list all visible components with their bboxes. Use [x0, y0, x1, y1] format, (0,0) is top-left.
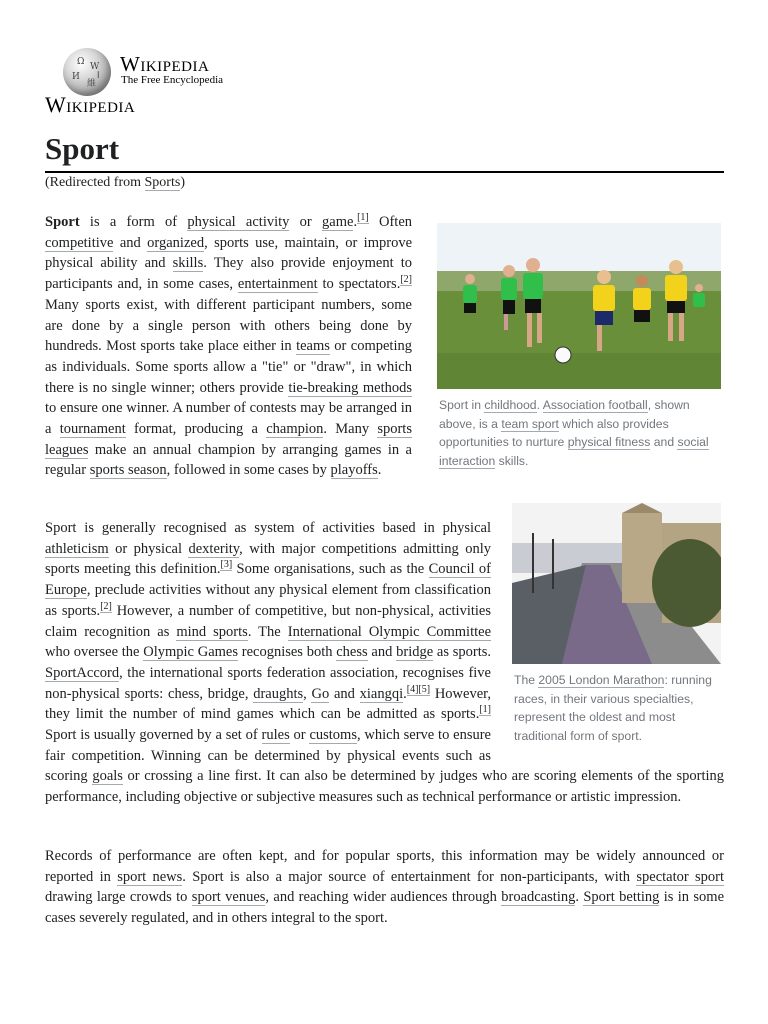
wiki-link[interactable]: team sport: [501, 416, 559, 431]
wiki-link[interactable]: Association football: [542, 398, 648, 412]
figure-london-marathon: [512, 503, 721, 745]
wiki-link[interactable]: physical fitness: [567, 435, 651, 449]
citation-link[interactable]: [4]: [406, 683, 419, 695]
wikipedia-wordmark-secondary[interactable]: Wikipedia: [45, 92, 136, 117]
youth-football-image[interactable]: [437, 223, 721, 389]
wiki-link[interactable]: Olympic Games: [143, 644, 238, 661]
wiki-link[interactable]: social interaction: [439, 435, 709, 468]
wikipedia-tagline: The Free Encyclopedia: [121, 74, 224, 86]
player: [463, 274, 477, 313]
wikipedia-wordmark[interactable]: Wikipedia: [120, 52, 210, 76]
redirect-prefix: (Redirected from: [45, 175, 145, 190]
globe-glyph: И: [72, 72, 80, 82]
wiki-link[interactable]: organized: [147, 234, 205, 251]
citation: [357, 212, 369, 224]
page-title: Sport: [45, 131, 724, 173]
citation: [418, 684, 430, 696]
wiki-link[interactable]: rules: [261, 727, 290, 744]
globe-glyph: ا: [97, 71, 100, 81]
wiki-link[interactable]: goals: [92, 768, 123, 785]
globe-glyph: 維: [87, 79, 97, 89]
globe-glyph: W: [90, 62, 100, 72]
globe-glyph: Ω: [77, 57, 85, 67]
wiki-link[interactable]: champion: [266, 421, 324, 438]
citation-link[interactable]: [1]: [479, 704, 491, 716]
wiki-link[interactable]: sport venues: [191, 889, 266, 906]
wiki-link[interactable]: game: [322, 214, 354, 230]
wiki-link[interactable]: 2005 London Marathon: [538, 673, 665, 687]
figure-caption: Sport in childhood. Association football, shown above, is a team sport which also provides opportunities to nurture physical fitness and social interaction skills.: [439, 398, 709, 468]
wiki-link[interactable]: mind sports: [176, 623, 248, 640]
citation: [400, 274, 412, 286]
wiki-link[interactable]: competitive: [45, 234, 114, 251]
wiki-link[interactable]: teams: [296, 338, 330, 355]
citation-link[interactable]: [2]: [400, 274, 412, 286]
citation-link[interactable]: [1]: [357, 212, 369, 223]
wiki-link[interactable]: SportAccord: [45, 664, 120, 681]
citation: [479, 704, 491, 716]
redirect-notice: [45, 174, 185, 192]
wiki-link[interactable]: physical activity: [187, 214, 290, 230]
wiki-link[interactable]: xiangqi: [359, 685, 404, 702]
wiki-link[interactable]: sports leagues: [45, 421, 412, 458]
wikipedia-globe-icon[interactable]: [63, 48, 111, 96]
wiki-link[interactable]: entertainment: [237, 276, 318, 293]
lead-paragraph: Sport is a form of physical activity or game.[1] Often competitive and organized, sports use, maintain, or improve physical ability and skills. They also provide enjoyment to participants and, in some cases, entertainment to spectators.[2] Many sports exist, with different participant numbers, some are done by a single person with others being done by hundreds. Most sports take place either in teams or competing as individuals. Some sports allow a "tie" or "draw", in which there is no single winner; others provide tie-breaking methods to ensure one winner. A number of contests may be arranged in a tournament format, producing a champion. Many sports leagues make an annual champion by arranging games in a regular sports season, followed in some cases by playoffs.: [45, 212, 413, 479]
citation-link[interactable]: [5]: [418, 683, 431, 695]
wiki-link[interactable]: bridge: [396, 644, 434, 661]
citation-link[interactable]: [3]: [220, 559, 233, 571]
figure-caption: The 2005 London Marathon: running races, in their various specialties, represent the oldest and most traditional form of sport.: [514, 673, 712, 743]
wiki-link[interactable]: draughts: [253, 685, 304, 702]
wiki-link[interactable]: sport news: [117, 868, 183, 885]
citation: [100, 601, 112, 613]
wiki-link[interactable]: childhood: [484, 398, 537, 412]
wiki-link[interactable]: Council of Europe: [45, 561, 491, 599]
wiki-link[interactable]: dexterity: [188, 540, 240, 557]
paragraph-text: Sport is generally recognised as system of activities based in physical athleticism or physical dexterity, with major competitions admitting only sports meeting this definition.[3] Some organisations, such as the Council of Europe, preclude activities without any physical element from classification as sports.[2] However, a number of competitive, but non-physical, activities claim recognition as mind sports. The International Olympic Committee who oversee the Olympic Games recognises both chess and bridge as sports. SportAccord, the international sports federation association, recognises five non-physical sports: chess, bridge, draughts, Go and xiangqi.[4][5] However, they limit the number of mind games which can be admitted as sports.[1] Sport is usually governed by a set of rules or customs, which serve to ensure fair competition. Winning can be determined by physical events such as scoring goals or crossing a line first. It can also be determined by judges who are scoring elements of the sporting performance, including objective or subjective measures such as technical performance or artistic impression.: [45, 520, 725, 806]
wiki-link[interactable]: tournament: [59, 421, 126, 438]
wiki-link[interactable]: athleticism: [45, 540, 109, 557]
figure-youth-football: [437, 223, 721, 470]
wiki-link[interactable]: International Olympic Committee: [287, 623, 492, 640]
wiki-link[interactable]: customs: [309, 727, 357, 744]
wiki-link[interactable]: tie-breaking methods: [288, 379, 412, 396]
bold-term: Sport: [45, 214, 80, 230]
london-marathon-image[interactable]: [512, 503, 721, 664]
wiki-link[interactable]: playoffs: [330, 462, 378, 479]
citation: [220, 559, 232, 571]
wiki-link[interactable]: skills: [172, 255, 204, 272]
football: [555, 347, 571, 363]
wiki-link[interactable]: sports season: [89, 462, 167, 479]
wiki-link[interactable]: broadcasting: [501, 889, 576, 906]
redirect-link[interactable]: Sports: [144, 175, 181, 190]
wiki-link[interactable]: Sport betting: [583, 889, 660, 906]
wiki-link[interactable]: chess: [336, 644, 368, 661]
redirect-suffix: ): [180, 175, 185, 190]
citation: [407, 684, 419, 696]
wiki-link[interactable]: Go: [311, 685, 330, 702]
paragraph-records: Records of performance are often kept, and for popular sports, this information may be widely announced or reported in sport news. Sport is also a major source of entertainment for non-participants, with spectator sport drawing large crowds to sport venues, and reaching wider audiences through broadcasting. Sport betting is in some cases severely regulated, and in others integral to the sport.: [45, 848, 725, 927]
wiki-link[interactable]: spectator sport: [636, 868, 724, 885]
citation-link[interactable]: [2]: [100, 600, 112, 612]
